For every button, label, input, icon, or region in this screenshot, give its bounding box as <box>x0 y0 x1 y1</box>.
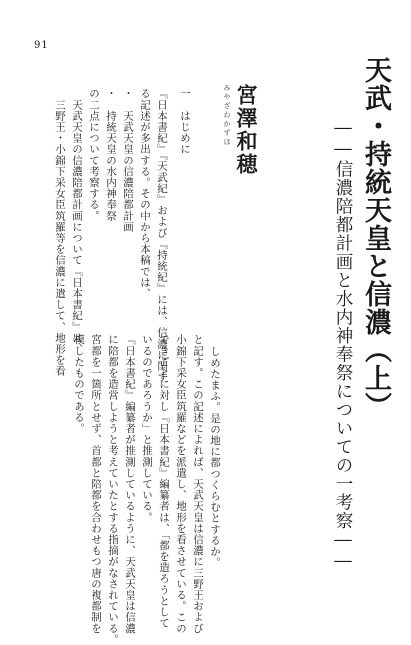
author-ruby: みやざわかずほ <box>223 84 231 147</box>
body-line: 宮都を一箇所とせず、首都と陪都を合わせもつ唐の複都制を <box>90 334 102 634</box>
body-line: 『日本書紀』『天武紀』および『持統紀』には、信濃に関す <box>156 88 168 383</box>
body-line: の二点について考察する。 <box>88 88 100 222</box>
body-line: 天武天皇の信濃陪都計画について『日本書紀』は、 <box>71 88 83 355</box>
body-line: ・ 天武天皇の信濃陪都計画 <box>122 88 134 233</box>
article-title: 天武・持統天皇と信濃（上） <box>360 56 391 420</box>
section-heading: 一 はじめに <box>179 88 191 155</box>
body-line: 『日本書紀』編纂者が推測しているように、天武天皇は信濃 <box>124 334 136 634</box>
body-line: と記す。この記述によれば、天武天皇は信濃に三野王および <box>192 334 204 634</box>
body-line: しめたまふ。是の地に都つくらむとするか。 <box>209 346 221 568</box>
body-line: る記述が多出する。その中から本稿では、 <box>139 88 151 299</box>
article-subtitle: ――信濃陪都計画と水内神奉祭についての一考察―― <box>333 118 353 572</box>
body-block-lower <box>70 334 223 645</box>
body-line: 三野王・小錦下采女臣筑羅等を信濃に遣して、地形を看 <box>54 88 66 377</box>
body-line: に陪都を造営しようと考えていたとする指摘がなされている。 <box>107 334 119 645</box>
author-name: 宮澤和穂 <box>234 84 259 176</box>
body-line: できごとに対し『日本書紀』編纂者は、「都を造ろうとして <box>158 334 170 629</box>
body-line: ・ 持統天皇の水内神奉祭 <box>105 88 117 222</box>
page-number: 91 <box>34 40 49 51</box>
body-line: 小錦下采女臣筑羅などを派遣し、地形を看させている。この <box>175 334 187 634</box>
body-line: 模したものである。 <box>73 334 85 434</box>
body-line: いるのであろうか」と推測している。 <box>141 334 153 523</box>
